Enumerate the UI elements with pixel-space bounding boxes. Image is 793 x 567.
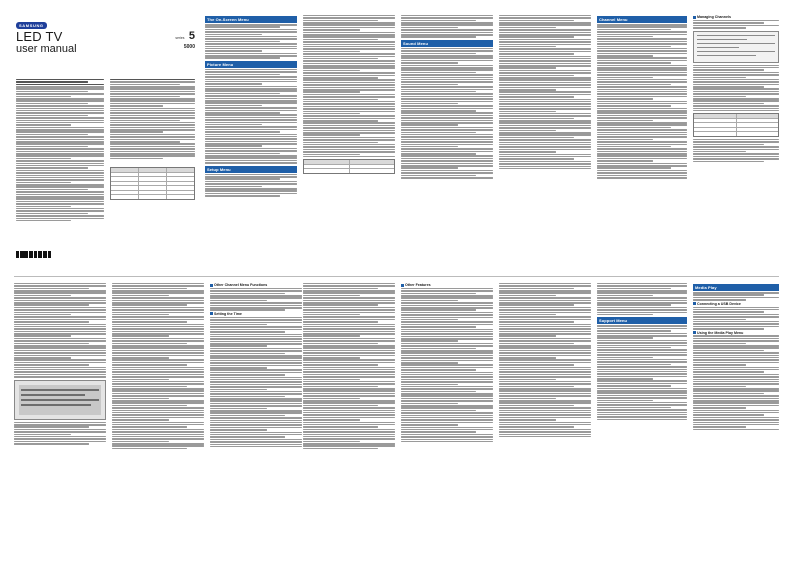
channel-icon-table [693,113,779,137]
series-badge [175,26,195,50]
barcode [16,251,76,258]
using-media-play-heading: Using the Media Play Menu [693,331,779,335]
channel-list-screen [693,31,779,63]
bottom-column-2 [112,282,204,547]
setting-time-heading: Setting the Time [210,312,302,316]
top-column-3 [303,14,395,270]
other-features-heading: Other Features [401,283,493,287]
top-column-7 [693,14,779,270]
section-header-media-play: Media Play [693,284,779,291]
cover-panel [14,8,197,270]
checkbox-icon [693,331,696,334]
model-number: 5000 [183,44,195,50]
tv-menu-screenshot [14,380,106,420]
bottom-column-1 [14,282,106,547]
checkbox-icon [693,16,696,19]
connecting-usb-heading: Connecting a USB Device [693,302,779,306]
row-divider [14,276,779,277]
bottom-column-6 [499,282,591,547]
section-header-support-menu: Support Menu [597,317,687,324]
checkbox-icon [210,284,213,287]
section-header-channel-menu: Channel Menu [597,16,687,23]
top-column-6 [597,14,687,270]
cover-subtitle: user manual [16,43,77,55]
other-channel-functions-heading: Other Channel Menu Functions [210,283,302,287]
section-header-setup-menu: Setup Menu [205,166,297,173]
top-column-2 [205,14,297,270]
checkbox-icon [210,312,213,315]
bottom-column-7 [597,282,687,547]
bottom-column-5 [401,282,493,547]
cover-text-left [16,78,104,222]
series-number: 5 [188,30,195,42]
bottom-column-4 [303,282,395,547]
bottom-column-3 [210,282,302,547]
checkbox-icon [401,284,404,287]
section-header-picture-menu: Picture Menu [205,61,297,68]
top-column-4 [401,14,493,270]
checkbox-icon [693,302,696,305]
info-table [303,159,395,174]
bottom-column-8 [693,282,779,547]
cover-title: LED TV [16,29,63,44]
cover-text-right [110,78,195,202]
section-header-onscreen-menu: The On-Screen Menu [205,16,297,23]
top-column-5 [499,14,591,270]
section-header-sound-menu: Sound Menu [401,40,493,47]
managing-channels-heading: Managing Channels [693,15,779,19]
series-label: series [175,36,185,40]
samsung-logo: SAMSUNG [16,22,47,29]
contact-table [110,167,195,200]
